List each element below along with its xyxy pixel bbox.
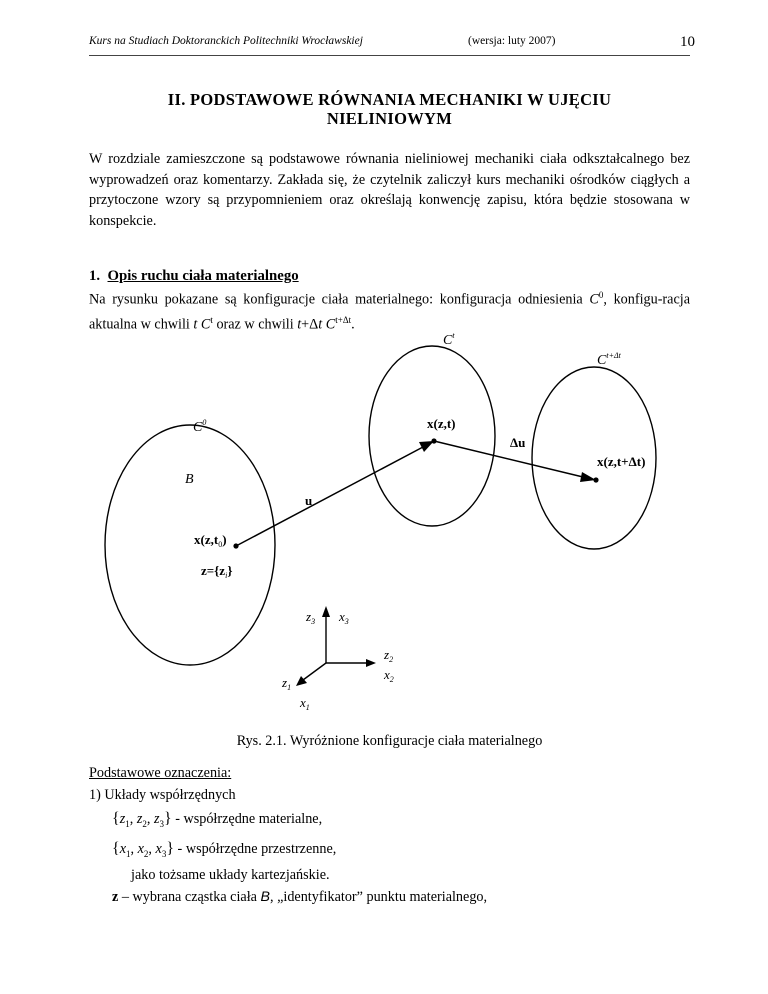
spatial-coordinates-line: {$x_1$, $x_2$, $x_3$} - współrzędne przestrzenne, — [112, 840, 337, 859]
axis-3-arrowhead — [322, 606, 330, 617]
z-symbol: z — [112, 889, 119, 905]
label-body-b: B — [185, 472, 194, 487]
increment-du-line — [434, 441, 583, 477]
label-ctdt: $C^{t+\Delta t}$ — [597, 351, 621, 368]
displacement-u-line — [236, 447, 423, 546]
figure-caption: Rys. 2.1. Wyróżnione konfiguracje ciała materialnego — [236, 733, 543, 749]
section-title: Opis ruchu ciała materialnego — [107, 268, 299, 284]
label-x-t0: $x(z,t_0)$ — [194, 532, 227, 549]
point-x-t0 — [233, 543, 238, 548]
body-b-symbol: B — [260, 889, 270, 905]
label-u: u — [305, 493, 313, 508]
c0-symbol: C — [589, 291, 599, 308]
c0-sup: 0 — [598, 290, 604, 300]
point-x-t-dt — [593, 477, 598, 482]
chapter-title-line-1: II. PODSTAWOWE RÓWNANIA MECHANIKI W UJĘCIU — [167, 90, 612, 109]
chapter-title-line-2: NIELINIOWYM — [326, 109, 453, 128]
list-item-coordinate-systems: 1) Układy współrzędnych — [89, 787, 236, 803]
figure-intro-text-a: Na rysunku pokazane są konfiguracje ciała materialnego: konfiguracja odniesienia — [89, 291, 590, 308]
label-axis-x2: $x_2$ — [384, 667, 394, 684]
header-course-title: Kurs na Studiach Doktoranckich Politechniki Wrocławskiej — [89, 35, 363, 47]
figure-intro-text-d: . — [351, 316, 355, 333]
material-coordinates-desc: - współrzędne materialne, — [175, 811, 323, 827]
header-version: (wersja: luty 2007) — [468, 35, 556, 47]
ct-sup: t — [210, 315, 213, 326]
figure-intro-text-c: oraz w chwili — [212, 316, 298, 333]
basic-notation-heading: Podstawowe oznaczenia: — [89, 765, 232, 781]
axis-1-line — [303, 663, 326, 680]
material-coordinates-set: { — [112, 810, 120, 827]
spatial-coordinates-desc: - współrzędne przestrzenne, — [177, 841, 337, 857]
reference-configuration-outline — [105, 425, 275, 665]
material-coordinates-line: {$z_1$, $z_2$, $z_3$} - współrzędne materialne, — [112, 810, 323, 829]
label-axis-z1: $z_1$ — [282, 675, 292, 692]
displacement-u-arrowhead — [419, 441, 434, 452]
label-ct: $C^t$ — [443, 331, 455, 348]
label-axis-z2: $z_2$ — [384, 647, 394, 664]
label-c0: $C^0$ — [193, 418, 207, 435]
z-definition-text-b: , „identyfikator” punktu materialnego, — [269, 889, 488, 905]
ctdt-sup: t+Δt — [335, 315, 352, 326]
page-number: 10 — [680, 34, 695, 50]
current-configuration-outline — [369, 346, 495, 526]
z-definition-line — [112, 889, 487, 906]
label-du: Δu — [510, 435, 526, 450]
t-symbol: t — [193, 316, 198, 333]
label-axis-z3: $z_3$ — [306, 609, 316, 626]
z-definition-text-a: – wybrana cząstka ciała — [118, 889, 261, 905]
figure-intro-paragraph: Na rysunku pokazane są konfiguracje ciała materialnego: konfiguracja odniesienia $C^0$, konfigu-racja aktualna w chwili t $C^t$ oraz w chwili t+Δt $C^{t+\Delta t}$. — [89, 290, 690, 333]
spatial-coordinates-set: { — [112, 840, 120, 857]
label-x-t: x(z,t) — [427, 416, 456, 431]
coordinates-note: jako tożsame układy kartezjańskie. — [131, 867, 330, 883]
label-axis-x3: $x_3$ — [339, 609, 349, 626]
label-axis-x1: $x_1$ — [300, 695, 310, 712]
label-z-set: $z=\{z_i\}$ — [201, 563, 233, 580]
intro-paragraph: W rozdziale zamieszczone są podstawowe równania nieliniowej mechaniki ciała odkształcalnego bez wyprowadzeń oraz komentarzy. Zakłada się, że czytelnik zaliczył kurs mechaniki ośrodków ciągłych a przytoczone wzory są przypomnieniem oraz określają konwencję zapisu, która będzie stosowana w konspekcie. — [89, 151, 690, 229]
ct-symbol: C — [200, 316, 211, 333]
ctdt-symbol: C — [325, 316, 336, 333]
label-x-t-dt: x(z,t+Δt) — [597, 454, 646, 469]
point-x-t — [431, 438, 436, 443]
figure-intro-text-b: , konfigu-racja aktualna w chwili — [89, 291, 690, 333]
axis-2-arrowhead — [366, 659, 376, 667]
t-dt-symbol: t — [297, 316, 302, 333]
section-number: 1. — [89, 268, 101, 284]
